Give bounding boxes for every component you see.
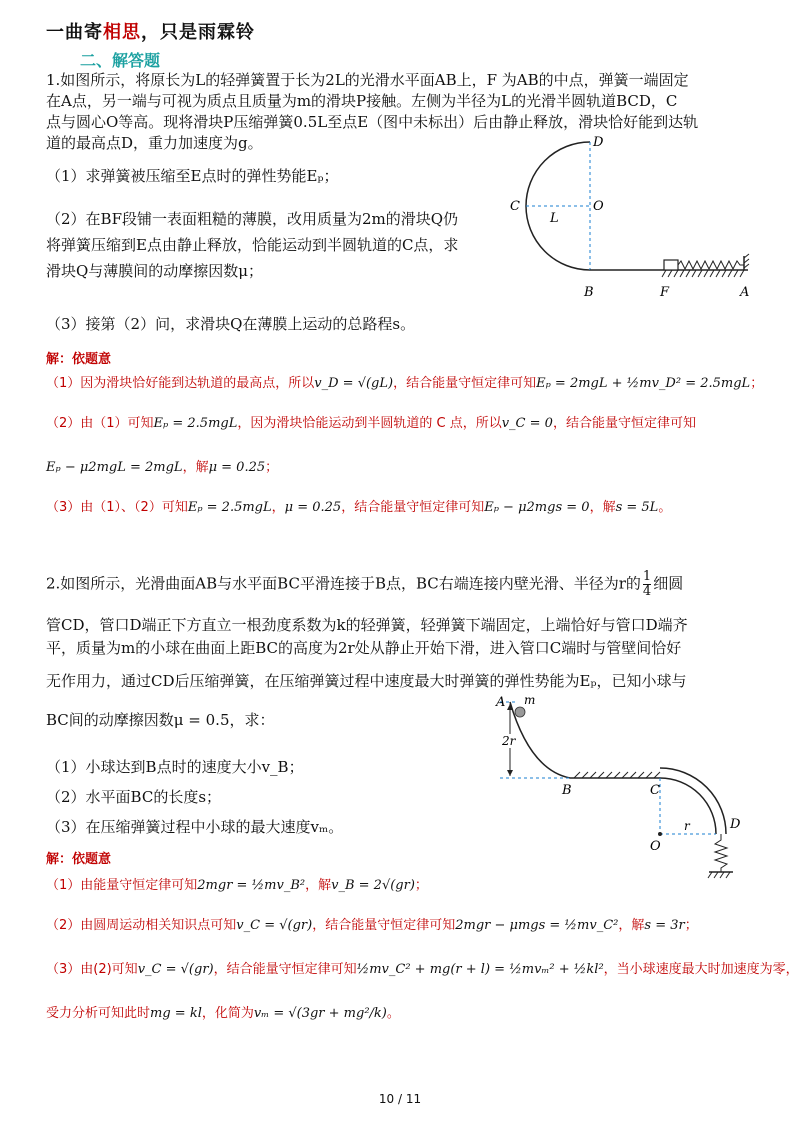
q1-a1-math2: Eₚ = 2mgL + ½mv_D² = 2.5mgL [536,376,751,391]
center-O [658,832,662,836]
header-part3: ，只是雨霖铃 [141,22,255,43]
q2-a3-end: 。 [386,1006,400,1021]
q2-a2-math1: v_C = √(gr) [236,918,313,933]
q1-figure [500,130,760,305]
q1-sub2 [46,206,458,284]
q1-a3-text2: ，结合能量守恒定律可知 [341,500,485,515]
q1-a3-text1: （3）由（1）、（2）可知 [46,500,188,515]
q2-answer-2 [46,916,698,936]
q1-stem-line4: 道的最高点D，重力加速度为g。 [46,134,263,152]
q1-a3-text3: ，解 [589,500,616,515]
q2-answer-3 [46,960,799,980]
q1-a1-end: ； [750,376,764,391]
q2-a3-math3: mg = kl [150,1006,202,1021]
q2-a2-text2: ，结合能量守恒定律可知 [312,918,456,933]
q2-a3-math1: v_C = √(gr) [137,962,214,977]
q1-stem-line1: 1.如图所示，将原长为L的轻弹簧置于长为2L的光滑水平面AB上，F 为AB的中点，弹簧一端固定 [46,71,689,89]
label-O: O [593,199,604,214]
label-A2: A [496,695,506,710]
q1-a2-text4: ，解 [182,460,209,475]
q2-a1-text1: （1）由能量守恒定律可知 [46,878,198,893]
q2-stem-line1 [46,570,683,599]
q2-a2-math2: 2mgr − μmgs = ½mv_C² [455,918,619,933]
section-title: 二、解答题 [80,51,161,70]
q2-a2-end: ； [684,918,698,933]
q2-a3-text1: （3）由(2)可知 [46,962,138,977]
fraction-numerator: 1 [642,569,652,584]
q2-a2-math3: s = 3r [644,918,685,933]
header-part2: 相思 [103,22,141,43]
q2-a2-text3: ，解 [618,918,645,933]
fraction-denominator: 4 [642,584,652,599]
q1-sub2-line1: （2）在BF段铺一表面粗糙的薄膜，改用质量为2m的滑块Q仍 [46,210,459,228]
q2-a1-math1: 2mgr = ½mv_B² [197,878,306,893]
q1-solution-title: 解：依题意 [46,352,112,367]
q2-stem-line2: 管CD，管口D端正下方直立一根劲度系数为k的轻弹簧，轻弹簧下端固定，上端恰好与管口D端齐 [46,616,688,634]
q1-answer-2-cont [46,458,278,478]
label-C: C [510,199,520,214]
label-O2: O [650,839,661,854]
q2-solution-title: 解：依题意 [46,852,112,867]
label-r: r [684,819,690,833]
label-C2: C [650,783,660,798]
ball [515,707,525,717]
q2-a3-math4: vₘ = √(3gr + mg²/k) [253,1006,387,1021]
q1-sub3: （3）接第（2）问，求滑块Q在薄膜上运动的总路程s。 [46,315,416,333]
q1-a2-math1: Eₚ = 2.5mgL [153,416,238,431]
label-D: D [593,135,604,150]
q1-answer-2 [46,414,696,434]
label-A: A [740,285,750,300]
q1-answer-3 [46,498,671,518]
label-F: F [660,285,670,300]
spring [678,261,744,269]
label-B: B [584,285,594,300]
q1-a1-math1: v_D = √(gL) [314,376,394,391]
q1-a3-math2: μ = 0.25 [284,500,342,515]
q1-a1-text2: ，结合能量守恒定律可知 [393,376,537,391]
q2-answer-1 [46,876,428,896]
q1-a2-math4: μ = 0.25 [208,460,266,475]
q2-a1-text2: ，解 [305,878,332,893]
q2-a3-math2: ½mv_C² + mg(r + l) = ½mvₘ² + ½kl² [356,962,604,977]
header-part1: 一曲寄 [46,22,103,43]
q2-a2-text1: （2）由圆周运动相关知识点可知 [46,918,237,933]
q1-sub2-line3: 滑块Q与薄膜间的动摩擦因数μ； [46,262,264,280]
q1-a3-end: 。 [658,500,672,515]
q2-a3-text2: ，结合能量守恒定律可知 [213,962,357,977]
q1-a2-end: ； [265,460,279,475]
q2-figure [490,690,750,885]
q2-stem [46,614,766,693]
q1-stem-line2: 在A点，另一端与可视为质点且质量为m的滑块P接触。左侧为半径为L的光滑半圆轨道BCD，C [46,92,678,110]
q2-stem1b: 细圆 [653,574,684,593]
q1-a2-text2: ，因为滑块恰能运动到半圆轨道的 C 点，所以 [237,416,502,431]
q1-stem-line3: 点与圆心O等高。现将滑块P压缩弹簧0.5L至点E（图中未标出）后由静止释放，滑块恰好能到达轨 [46,113,699,131]
q2-stem-line5: BC间的动摩擦因数μ = 0.5，求： [46,711,275,729]
q2-a1-end: ； [414,878,428,893]
tube-outer-wall [660,768,726,834]
q2-sub2: （2）水平面BC的长度s； [46,788,222,806]
label-B2: B [562,783,572,798]
q1-a2-text1: （2）由（1）可知 [46,416,154,431]
q2-answer-3-cont [46,1004,400,1024]
page-header-motto [46,18,255,44]
q2-a3-text5: ，化简为 [201,1006,254,1021]
ground-hatching [662,270,744,277]
q1-a2-text3: ，结合能量守恒定律可知 [552,416,696,431]
vertical-spring [715,834,727,872]
q1-a3-sep: ， [271,500,285,515]
q2-stem1a: 2.如图所示，光滑曲面AB与水平面BC平滑连接于B点，BC右端连接内壁光滑、半径为r的 [46,574,641,593]
q2-a1-math2: v_B = 2√(gr) [331,878,415,893]
slider-block [664,260,678,270]
quarter-fraction [643,570,651,599]
surface-hatching [574,772,660,778]
q1-answer-1 [46,374,763,394]
label-D2: D [730,817,741,832]
q1-a2-math3: Eₚ − μ2mgL = 2mgL [46,460,183,475]
q2-stem-line4: 无作用力，通过CD后压缩弹簧，在压缩弹簧过程中速度最大时弹簧的弹性势能为Eₚ，已知小球与 [46,672,687,690]
label-m: m [524,693,536,707]
q1-a3-math3: Eₚ − μ2mgs = 0 [484,500,590,515]
q2-stem-line3: 平，质量为m的小球在曲面上距BC的高度为2r处从静止开始下滑，进入管口C端时与管壁间恰好 [46,639,682,657]
q1-a1-text1: （1）因为滑块恰好能到达轨道的最高点，所以 [46,376,315,391]
page-number: 10 / 11 [378,1092,422,1106]
q1-a3-math1: Eₚ = 2.5mgL [187,500,272,515]
label-L: L [550,211,559,226]
q1-a2-math2: v_C = 0 [501,416,553,431]
q2-a3-text3: ，当小球速度最大时加速度为零， [603,962,799,977]
label-2r: 2r [502,734,516,748]
q2-sub3: （3）在压缩弹簧过程中小球的最大速度vₘ。 [46,818,344,836]
q2-subs [46,752,343,842]
q2-sub1: （1）小球达到B点时的速度大小v_B； [46,758,304,776]
q1-sub2-line2: 将弹簧压缩到E点由静止释放，恰能运动到半圆轨道的C点，求 [46,236,459,254]
q1-sub1: （1）求弹簧被压缩至E点时的弹性势能Eₚ； [46,167,339,185]
q1-a3-math4: s = 5L [615,500,659,515]
q2-a3-text4: 受力分析可知此时 [46,1006,151,1021]
